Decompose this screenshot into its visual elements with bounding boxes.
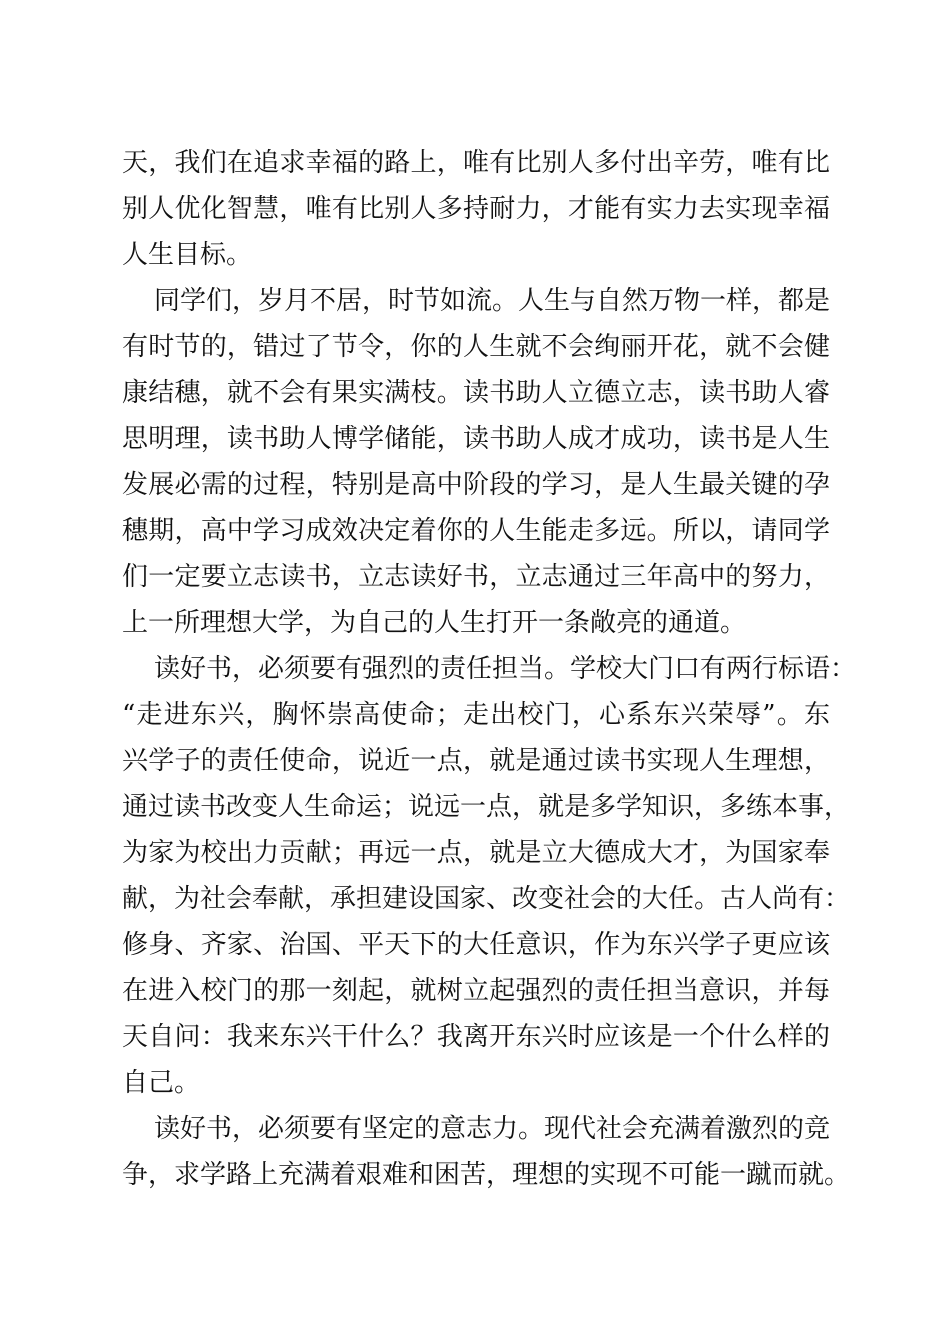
document-page (122, 143, 857, 1201)
text-line: 兴学子的责任使命，说近一点，就是通过读书实现人生理想， (122, 746, 830, 776)
text-line: 读好书，必须要有强烈的责任担当。学校大门口有两行标语： (154, 654, 857, 684)
text-line: 争，求学路上充满着艰难和困苦，理想的实现不可能一蹴而就。 (122, 1160, 851, 1190)
text-line: 康结穗，就不会有果实满枝。读书助人立德立志，读书助人睿 (122, 378, 830, 408)
text-line: 在进入校门的那一刻起，就树立起强烈的责任担当意识，并每 (122, 976, 830, 1006)
text-line: 人生目标。 (122, 240, 253, 270)
text-line: 献，为社会奉献，承担建设国家、改变社会的大任。古人尚有： (122, 884, 851, 914)
text-line: 们一定要立志读书，立志读好书，立志通过三年高中的努力， (122, 562, 830, 592)
text-line: 有时节的，错过了节令，你的人生就不会绚丽开花，就不会健 (122, 332, 830, 362)
text-line: 修身、齐家、治国、平天下的大任意识，作为东兴学子更应该 (122, 930, 830, 960)
text-line: 自己。 (122, 1068, 201, 1098)
text-line: 为家为校出力贡献；再远一点，就是立大德成大才，为国家奉 (122, 838, 830, 868)
text-line: 天，我们在追求幸福的路上，唯有比别人多付出辛劳，唯有比 (122, 148, 830, 178)
text-line: 天自问：我来东兴干什么？我离开东兴时应该是一个什么样的 (122, 1022, 830, 1052)
text-line: 穗期，高中学习成效决定着你的人生能走多远。所以，请同学 (122, 516, 830, 546)
text-line: 别人优化智慧，唯有比别人多持耐力，才能有实力去实现幸福 (122, 194, 830, 224)
text-line: 发展必需的过程，特别是高中阶段的学习，是人生最关键的孕 (122, 470, 830, 500)
text-line: “走进东兴，胸怀崇高使命；走出校门，心系东兴荣辱”。东 (122, 700, 830, 730)
text-line: 同学们，岁月不居，时节如流。人生与自然万物一样，都是 (154, 286, 831, 316)
text-line: 读好书，必须要有坚定的意志力。现代社会充满着激烈的竞 (154, 1114, 831, 1144)
text-line: 上一所理想大学，为自己的人生打开一条敞亮的通道。 (122, 608, 747, 638)
text-line: 思明理，读书助人博学储能，读书助人成才成功，读书是人生 (122, 424, 830, 454)
text-line: 通过读书改变人生命运；说远一点，就是多学知识，多练本事， (122, 792, 851, 822)
